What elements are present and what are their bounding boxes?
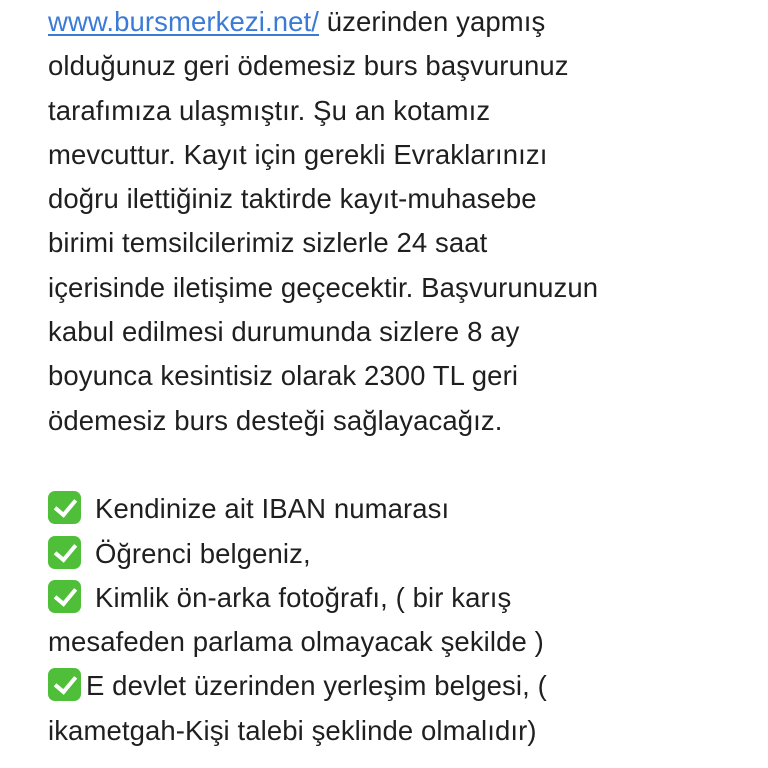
- checklist-item-iban: [48, 487, 748, 531]
- checklist-item-continuation: mesafeden parlama olmayacak şekilde ): [48, 626, 544, 658]
- message-line: [48, 0, 748, 44]
- checklist-item-student-certificate: [48, 532, 748, 576]
- message-line: tarafımıza ulaşmıştır. Şu an kotamız: [48, 94, 491, 126]
- message-line: doğru ilettiğiniz taktirde kayıt-muhasebe: [48, 183, 537, 215]
- bursmerkezi-link[interactable]: www.bursmerkezi.net/: [48, 6, 319, 37]
- message-body: [48, 0, 748, 753]
- message-line: ödemesiz burs desteği sağlayacağız.: [48, 404, 503, 436]
- checklist-item-id-photo: [48, 576, 748, 620]
- message-line: içerisinde iletişime geçecektir. Başvurunuzun: [48, 271, 599, 303]
- check-mark-icon: [48, 580, 81, 613]
- checklist-text: E devlet üzerinden yerleşim belgesi, (: [86, 670, 547, 702]
- check-mark-icon: [48, 491, 81, 524]
- message-text: üzerinden yapmış: [318, 6, 546, 37]
- message-line: birimi temsilcilerimiz sizlerle 24 saat: [48, 227, 488, 259]
- checklist-text: Kendinize ait IBAN numarası: [95, 493, 450, 525]
- paragraph-gap: [48, 443, 748, 487]
- check-mark-icon: [48, 536, 81, 569]
- checklist-item-continuation: ikametgah-Kişi talebi şeklinde olmalıdır): [48, 714, 537, 746]
- message-line: mevcuttur. Kayıt için gerekli Evraklarınızı: [48, 138, 548, 170]
- checklist-item-residence-document: [48, 664, 748, 708]
- message-line: olduğunuz geri ödemesiz burs başvurunuz: [48, 50, 569, 82]
- message-line: boyunca kesintisiz olarak 2300 TL geri: [48, 360, 519, 392]
- checklist-text: Öğrenci belgeniz,: [95, 537, 311, 569]
- message-line: kabul edilmesi durumunda sizlere 8 ay: [48, 316, 520, 348]
- checklist-text: Kimlik ön-arka fotoğrafı, ( bir karış: [95, 581, 512, 613]
- check-mark-icon: [48, 668, 81, 701]
